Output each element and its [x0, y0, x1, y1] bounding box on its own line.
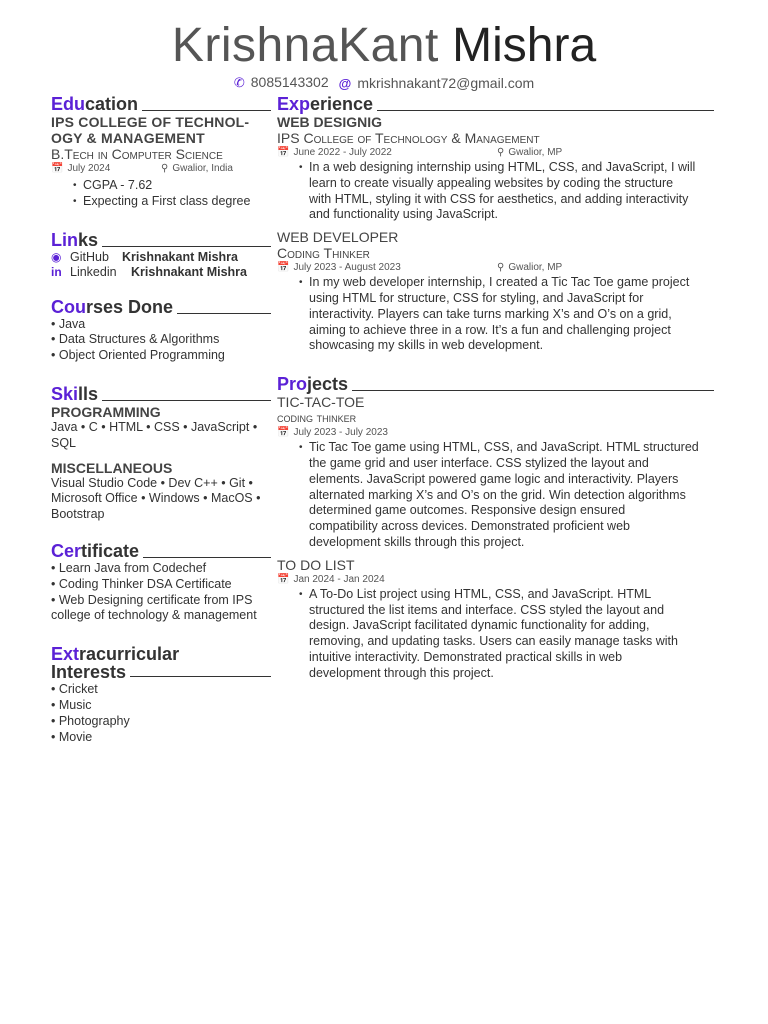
calendar-icon: 📅: [277, 147, 290, 158]
interest-item: • Music: [51, 697, 92, 712]
section-rule: [130, 676, 271, 677]
job-location: Gwalior, MP: [508, 262, 563, 274]
right-column: [277, 94, 714, 682]
education-location-wrap: [161, 162, 233, 176]
education-heading: Edu cation: [51, 94, 271, 114]
list-item: • CGPA - 7.62: [73, 178, 271, 194]
section-rule: [377, 110, 714, 111]
project-meta: [277, 426, 714, 440]
skills-heading: Ski lls: [51, 384, 271, 404]
course-item: • Java: [51, 316, 86, 331]
map-pin-icon: ⚲: [497, 262, 505, 274]
list-item: • A To-Do List project using HTML, CSS, and JavaScript. HTML structured the list items and interface. CSS styled the layout and design. JavaScript facilitated dynamic functionality for adding, removing, and updating tasks. Users can easily manage tasks with intuitive interactivity. Demonstrated practical skills in web development through this project.: [299, 587, 714, 682]
interest-item: • Photography: [51, 713, 130, 728]
left-column: [51, 94, 271, 745]
interests-heading: Extracurricular Interests: [51, 644, 271, 680]
calendar-icon: 📅: [277, 427, 290, 439]
certificate-item: college of technology & management: [51, 608, 257, 623]
job-date: June 2022 - July 2022: [293, 147, 392, 158]
section-rule: [352, 390, 714, 391]
calendar-icon: 📅: [51, 163, 64, 174]
calendar-icon: 📅: [277, 262, 290, 274]
certificate-item: • Learn Java from Codechef: [51, 560, 207, 575]
section-rule: [177, 313, 271, 314]
section-rule: [102, 246, 271, 247]
list-item: • In a web designing internship using HTML, CSS, and JavaScript, I will learn to create visually appealing websites by coding the structure with HTML, styling it with CSS for aesthetics, and adding interactivity and functionality using JavaScript.: [299, 160, 714, 223]
last-name: Mishra: [452, 19, 597, 72]
project-entry: [277, 394, 714, 551]
section-rule: [143, 557, 271, 558]
job-date: July 2023 - August 2023: [293, 262, 401, 274]
first-name: KrishnaKant: [171, 19, 439, 72]
education-date: July 2024: [67, 163, 111, 174]
job-company: Coding Thinker: [277, 245, 370, 262]
interest-item: • Cricket: [51, 682, 98, 697]
job-role: WEB DESIGNIG: [277, 114, 383, 130]
certificate-item: • Web Designing certificate from IPS: [51, 592, 253, 607]
project-org: coding thinker: [277, 410, 357, 426]
project-date: Jan 2024 - Jan 2024: [293, 573, 385, 585]
courses-heading: Cou rses Done: [51, 297, 271, 317]
project-entry: [277, 557, 714, 682]
project-name: TO DO LIST: [277, 556, 355, 573]
phone-icon: ✆: [233, 75, 245, 90]
education-meta: [51, 162, 271, 176]
contact-line: [0, 74, 768, 91]
job-role: WEB DEVELOPER: [277, 229, 399, 246]
at-icon: @: [338, 75, 352, 91]
map-pin-icon: ⚲: [497, 147, 505, 158]
misc-skills: Bootstrap: [51, 507, 105, 522]
programming-heading: PROGRAMMING: [51, 403, 161, 420]
job-company: IPS College of Technology & Management: [277, 130, 540, 146]
project-name: TIC-TAC-TOE: [277, 394, 365, 411]
section-rule: [102, 400, 271, 401]
certificate-heading: Cer tificate: [51, 541, 271, 561]
course-item: • Data Structures & Algorithms: [51, 332, 220, 347]
job-description: [299, 160, 714, 223]
project-meta: [277, 573, 714, 587]
job-location: Gwalior, MP: [508, 147, 563, 158]
experience-entry: [277, 114, 714, 223]
experience-heading: Exp erience: [277, 94, 714, 114]
project-description: [299, 440, 714, 551]
misc-skills: Visual Studio Code • Dev C++ • Git •: [51, 475, 253, 490]
phone-number: 8085143302: [250, 74, 329, 90]
candidate-name: [0, 18, 768, 74]
phone-entry[interactable]: [234, 74, 329, 91]
list-item: • Tic Tac Toe game using HTML, CSS, and JavaScript. HTML structured the game grid and user interface. CSS stylized the layout and elements. JavaScript powered game logic and interactivity. Players alternated marking X’s and O’s on the grid. Win detection algorithms determined game outcomes. Responsive design ensured compatibility across devices. Demonstrated proficient web development skills through this project.: [299, 440, 714, 551]
job-description: [299, 275, 714, 354]
linkedin-icon: in: [51, 265, 62, 280]
job-meta: [277, 261, 714, 275]
programming-skills: SQL: [51, 435, 77, 450]
job-meta: [277, 146, 714, 160]
programming-skills: Java • C • HTML • CSS • JavaScript •: [51, 419, 258, 434]
certificate-item: • Coding Thinker DSA Certificate: [51, 576, 232, 591]
education-list: [73, 178, 271, 210]
experience-entry: [277, 229, 714, 354]
map-pin-icon: ⚲: [161, 163, 169, 174]
email-entry[interactable]: [339, 75, 535, 91]
linkedin-link[interactable]: in Linkedin Krishnakant Mishra: [51, 265, 248, 280]
projects-heading: Pro jects: [277, 374, 714, 394]
interest-item: • Movie: [51, 729, 93, 744]
github-icon: ◉: [51, 249, 62, 264]
degree: B.Tech in Computer Science: [51, 146, 223, 162]
education-location: Gwalior, India: [172, 163, 233, 174]
project-description: [299, 587, 714, 682]
list-item: • Expecting a First class degree: [73, 194, 271, 210]
email-address: mkrishnakant72@gmail.com: [357, 74, 535, 91]
resume-header: [0, 18, 768, 91]
list-item: • In my web developer internship, I created a Tic Tac Toe game project using HTML for structure, CSS for styling, and JavaScript for interactivity. Players can take turns marking X’s and O’s on a grid, aiming to achieve three in a row. It’s a fun and challenging project showcasing my skills in web development.: [299, 275, 714, 354]
misc-skills: Microsoft Office • Windows • MacOS •: [51, 491, 261, 506]
calendar-icon: 📅: [277, 573, 290, 585]
course-item: • Object Oriented Programming: [51, 348, 225, 363]
github-link[interactable]: ◉ GitHub Krishnakant Mishra: [51, 249, 239, 264]
section-rule: [142, 110, 271, 111]
links-heading: Lin ks: [51, 230, 271, 250]
college-name: IPS COLLEGE OF TECHNOL- OGY & MANAGEMENT: [51, 114, 250, 146]
project-date: July 2023 - July 2023: [293, 427, 388, 439]
misc-heading: MISCELLANEOUS: [51, 459, 173, 476]
